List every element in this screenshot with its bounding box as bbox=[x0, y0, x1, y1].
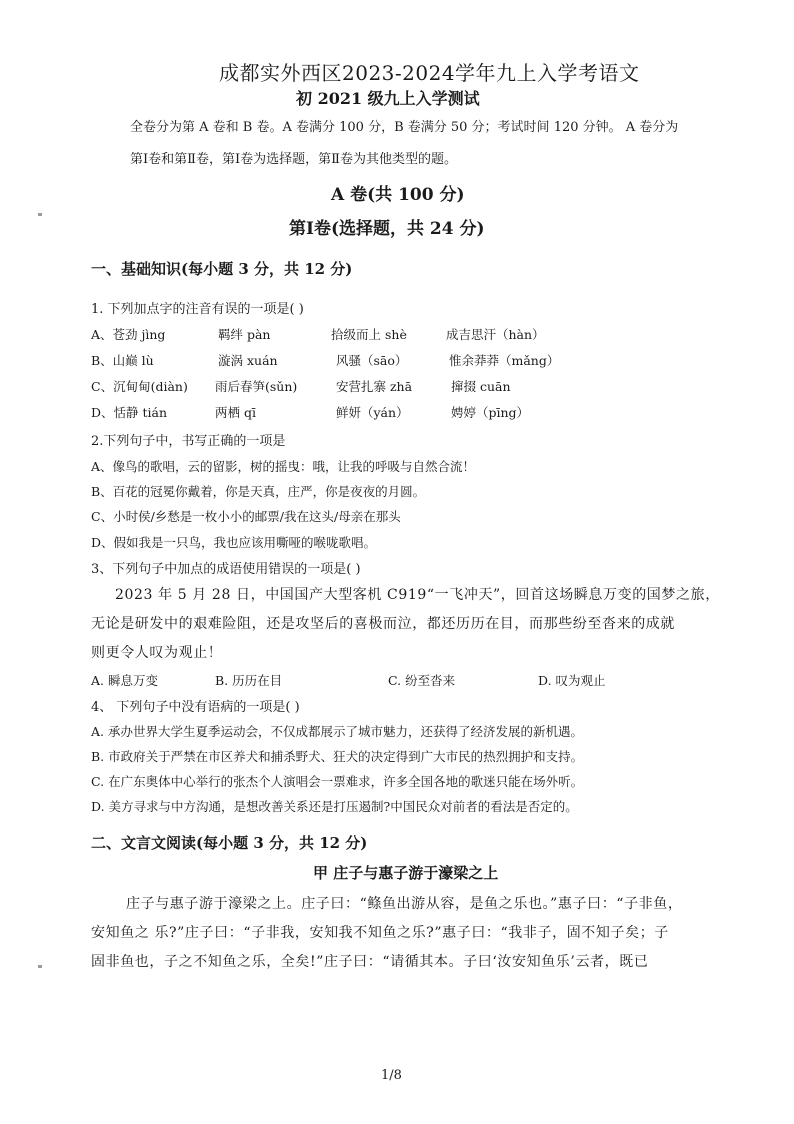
q2-stem: 2.下列句子中，书写正确的一项是 bbox=[91, 434, 286, 449]
q2-option-c: C、小时侯/乡愁是一枚小小的邮票/我在这头/母亲在那头 bbox=[91, 509, 401, 524]
q1-option-b-1: B、山巅 lù bbox=[91, 353, 154, 368]
q1-option-b-2: 漩涡 xuán bbox=[218, 353, 278, 368]
q4-stem: 4、 下列句子中没有语病的一项是( ) bbox=[91, 700, 300, 715]
q4-option-d: D. 美方寻求与中方沟通，是想改善关系还是打压遏制?中国民众对前者的看法是否定的。 bbox=[91, 799, 578, 814]
q3-passage-line-1: 2023 年 5 月 28 日，中国国产大型客机 C919“一飞冲天”，回首这场瞬息万变的国梦之旅， bbox=[115, 587, 720, 603]
passage-line-1: 庄子与惠子游于濠梁之上。庄子曰：“鲦鱼出游从容，是鱼之乐也。”惠子曰：“子非鱼， bbox=[126, 896, 683, 912]
q3-option-a: A. 瞬息万变 bbox=[91, 673, 158, 688]
q2-option-d: D、假如我是一只鸟，我也应该用嘶哑的喉咙歌唱。 bbox=[91, 535, 377, 550]
q1-option-c-3: 安营扎寨 zhā bbox=[336, 379, 413, 394]
q1-option-c-2: 雨后春笋(sǔn) bbox=[215, 379, 298, 394]
q1-option-a-4: 成吉思汗（hàn） bbox=[446, 327, 545, 342]
q1-option-c-4: 撺掇 cuān bbox=[451, 379, 511, 394]
q3-option-d: D. 叹为观止 bbox=[538, 673, 606, 688]
q1-option-d-4: 娉婷（pīng） bbox=[451, 405, 530, 420]
q3-option-c: C. 纷至沓来 bbox=[388, 673, 456, 688]
q3-passage-line-2: 无论是研发中的艰难险阻，还是攻坚后的喜极而泣，都还历历在目，而那些纷至沓来的成就 bbox=[91, 616, 675, 632]
q3-option-b: B. 历历在目 bbox=[215, 673, 283, 688]
q1-option-d-2: 两栖 qī bbox=[215, 405, 256, 420]
intro-line-1: 全卷分为第 A 卷和 B 卷。A 卷满分 100 分，B 卷满分 50 分；考试时间 120 分钟。 A 卷分为 bbox=[130, 120, 679, 135]
volume-1-heading: 第Ⅰ卷(选择题，共 24 分) bbox=[289, 219, 485, 239]
q4-option-b: B. 市政府关于严禁在市区养犬和捕杀野犬、狂犬的决定得到广大市民的热烈拥护和支持。 bbox=[91, 749, 584, 764]
exam-subtitle: 初 2021 级九上入学测试 bbox=[296, 89, 480, 108]
intro-line-2: 第Ⅰ卷和第Ⅱ卷，第Ⅰ卷为选择题，第Ⅱ卷为其他类型的题。 bbox=[130, 152, 457, 167]
section-2-title: 二、文言文阅读(每小题 3 分，共 12 分) bbox=[91, 834, 368, 852]
q1-stem: 1. 下列加点字的注音有误的一项是( ) bbox=[91, 302, 304, 317]
passage-line-3: 固非鱼也，子之不知鱼之乐，全矣!”庄子曰：“请循其本。子曰‘汝安知鱼乐’云者，既已 bbox=[91, 954, 649, 970]
q1-option-a-3: 拾级而上 shè bbox=[331, 327, 407, 342]
scan-speck bbox=[38, 965, 42, 968]
q3-stem: 3、下列句子中加点的成语使用错误的一项是( ) bbox=[91, 562, 361, 577]
q2-option-a: A、像鸟的歌唱，云的留影，树的摇曳：哦，让我的呼吸与自然合流！ bbox=[91, 459, 476, 474]
part-a-heading: A 卷(共 100 分) bbox=[331, 185, 465, 205]
q1-option-b-4: 惟余莽莽（mǎng） bbox=[449, 353, 560, 368]
q1-option-b-3: 风骚（sāo） bbox=[336, 353, 408, 368]
q1-option-d-3: 鲜妍（yán） bbox=[336, 405, 409, 420]
q1-option-d-1: D、恬静 tián bbox=[91, 405, 168, 420]
q1-option-a-1: A、苍劲 jìng bbox=[91, 327, 166, 342]
q1-option-c-1: C、沉甸甸(diàn) bbox=[91, 379, 188, 394]
q4-option-c: C. 在广东奥体中心举行的张杰个人演唱会一票难求，许多全国各地的歌迷只能在场外听。 bbox=[91, 774, 584, 789]
q4-option-a: A. 承办世界大学生夏季运动会，不仅成都展示了城市魅力，还获得了经济发展的新机遇。 bbox=[91, 724, 583, 739]
page-number: 1/8 bbox=[381, 1068, 402, 1083]
q3-passage-line-3: 则更令人叹为观止！ bbox=[91, 645, 223, 661]
section-1-title: 一、基础知识(每小题 3 分，共 12 分) bbox=[91, 260, 353, 278]
exam-title: 成都实外西区2023-2024学年九上入学考语文 bbox=[219, 61, 640, 85]
passage-title: 甲 庄子与惠子游于濠梁之上 bbox=[313, 864, 499, 882]
passage-line-2: 安知鱼之 乐?”庄子曰：“子非我，安知我不知鱼之乐?”惠子曰：“我非子，固不知子矣；子 bbox=[91, 925, 669, 941]
q2-option-b: B、百花的冠冕你戴着，你是天真，庄严，你是夜夜的月圆。 bbox=[91, 484, 426, 499]
scan-speck bbox=[38, 213, 42, 216]
q1-option-a-2: 羁绊 pàn bbox=[218, 327, 271, 342]
